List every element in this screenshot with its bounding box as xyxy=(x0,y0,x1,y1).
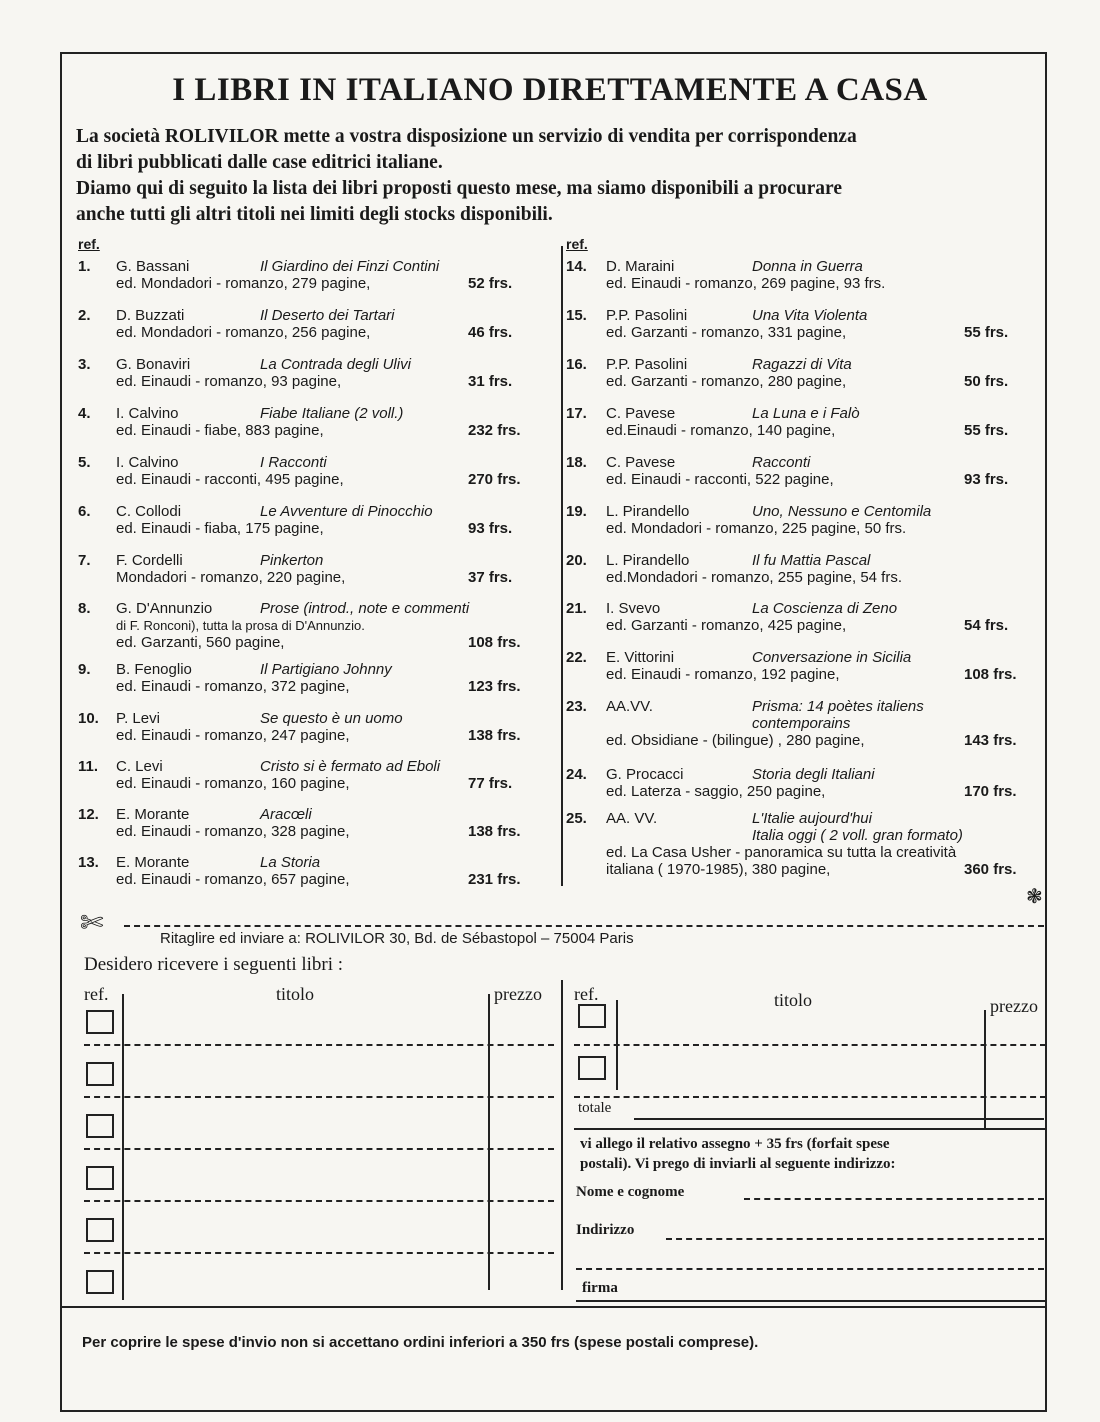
book-number: 8. xyxy=(78,600,91,617)
book-title: Il Partigiano Johnny xyxy=(260,661,392,678)
book-edition: ed. Garzanti - romanzo, 425 pagine, xyxy=(606,617,847,634)
book-price: 123 frs. xyxy=(468,678,521,695)
book-title: Il Giardino dei Finzi Contini xyxy=(260,258,440,275)
book-title: Donna in Guerra xyxy=(752,258,863,275)
book-edition: ed.Mondadori - romanzo, 255 pagine, 54 frs. xyxy=(606,569,903,586)
book-price: 77 frs. xyxy=(468,775,513,792)
book-price: 138 frs. xyxy=(468,823,521,840)
book-price: 108 frs. xyxy=(468,634,521,651)
book-edition: ed. Garzanti, 560 pagine, xyxy=(116,634,285,651)
book-edition: ed. Einaudi - romanzo, 372 pagine, xyxy=(116,678,350,695)
column-divider xyxy=(561,246,563,886)
intro-line-4: anche tutti gli altri titoli nei limiti degli stocks disponibili. xyxy=(76,204,553,225)
col-header-ref-right: ref. xyxy=(574,984,599,1004)
book-author: L. Pirandello xyxy=(606,503,690,520)
book-edition: ed. Laterza - saggio, 250 pagine, xyxy=(606,783,826,800)
firma-field[interactable] xyxy=(576,1300,1046,1302)
book-number: 16. xyxy=(566,356,587,373)
book-number: 23. xyxy=(566,698,587,715)
book-author: B. Fenoglio xyxy=(116,661,192,678)
firma-label: firma xyxy=(582,1280,618,1296)
indirizzo-field-2[interactable] xyxy=(576,1268,1044,1270)
book-title: Prose (introd., note e commenti xyxy=(260,600,470,617)
book-number: 5. xyxy=(78,454,91,471)
book-number: 22. xyxy=(566,649,587,666)
book-author: E. Morante xyxy=(116,854,190,871)
indirizzo-field-1[interactable] xyxy=(666,1238,1044,1240)
order-checkbox-4[interactable] xyxy=(86,1166,114,1190)
book-title: Pinkerton xyxy=(260,552,324,569)
book-title: Se questo è un uomo xyxy=(260,710,403,727)
book-edition: ed. Einaudi - racconti, 495 pagine, xyxy=(116,471,344,488)
book-number: 13. xyxy=(78,854,99,871)
book-number: 3. xyxy=(78,356,91,373)
book-price: 46 frs. xyxy=(468,324,513,341)
book-author: C. Collodi xyxy=(116,503,182,520)
book-price: 138 frs. xyxy=(468,727,521,744)
cut-line xyxy=(124,925,1044,927)
book-price: 170 frs. xyxy=(964,783,1017,800)
book-price: 55 frs. xyxy=(964,324,1009,341)
intro-line-2: di libri pubblicati dalle case editrici italiane. xyxy=(76,152,443,173)
book-edition: ed. Einaudi - romanzo, 657 pagine, xyxy=(116,871,350,888)
book-price: 231 frs. xyxy=(468,871,521,888)
ref-divider-left xyxy=(122,994,124,1300)
book-title: Le Avventure di Pinocchio xyxy=(260,503,433,520)
col-header-titolo-right: titolo xyxy=(774,990,813,1010)
book-author: AA.VV. xyxy=(606,698,653,715)
nome-label: Nome e cognome xyxy=(576,1184,685,1200)
intro-line-1: La società ROLIVILOR mette a vostra disposizione un servizio di vendita per corrispondenza xyxy=(76,126,857,147)
nome-field[interactable] xyxy=(744,1198,1044,1200)
book-price: 55 frs. xyxy=(964,422,1009,439)
book-number: 20. xyxy=(566,552,587,569)
prezzo-divider-left xyxy=(488,994,490,1290)
book-author: G. Bassani xyxy=(116,258,190,275)
book-author: P. Levi xyxy=(116,710,160,727)
page-title: I LIBRI IN ITALIANO DIRETTAMENTE A CASA xyxy=(172,72,928,108)
mailing-address: Ritaglire ed inviare a: ROLIVILOR 30, Bd. de Sébastopol – 75004 Paris xyxy=(160,930,634,947)
book-author: G. D'Annunzio xyxy=(116,600,213,617)
order-checkbox-1[interactable] xyxy=(86,1010,114,1034)
book-extra: contemporains xyxy=(752,715,851,732)
book-author: P.P. Pasolini xyxy=(606,307,688,324)
allego-line-1: vi allego il relativo assegno + 35 frs (forfait spese xyxy=(580,1136,890,1152)
book-price: 37 frs. xyxy=(468,569,513,586)
form-bottom-line xyxy=(62,1306,1046,1308)
book-price: 54 frs. xyxy=(964,617,1009,634)
order-heading: Desidero ricevere i seguenti libri : xyxy=(84,954,344,975)
col-header-ref-left: ref. xyxy=(84,984,109,1004)
book-author: G. Bonaviri xyxy=(116,356,191,373)
book-title: La Luna e i Falò xyxy=(752,405,860,422)
book-price: 50 frs. xyxy=(964,373,1009,390)
book-number: 15. xyxy=(566,307,587,324)
book-price: 108 frs. xyxy=(964,666,1017,683)
book-edition: ed. Mondadori - romanzo, 256 pagine, xyxy=(116,324,371,341)
book-author: C. Pavese xyxy=(606,454,676,471)
book-title: Fiabe Italiane (2 voll.) xyxy=(260,405,404,422)
col-header-titolo-left: titolo xyxy=(276,984,315,1004)
book-title: Aracœli xyxy=(260,806,312,823)
book-number: 14. xyxy=(566,258,587,275)
scissors-icon: ✄ xyxy=(80,907,104,938)
book-author: C. Levi xyxy=(116,758,163,775)
col-header-prezzo-right: prezzo xyxy=(990,996,1038,1016)
order-line-2[interactable] xyxy=(84,1096,554,1098)
book-edition: ed. Obsidiane - (bilingue) , 280 pagine, xyxy=(606,732,865,749)
book-author: E. Vittorini xyxy=(606,649,675,666)
book-edition: ed. Einaudi - romanzo, 328 pagine, xyxy=(116,823,350,840)
book-title: L'Italie aujourd'hui xyxy=(752,810,872,827)
order-checkbox-7[interactable] xyxy=(578,1004,606,1028)
book-edition: ed. Einaudi - fiaba, 175 pagine, xyxy=(116,520,324,537)
book-extra: di F. Ronconi), tutta la prosa di D'Annunzio. xyxy=(116,618,365,633)
book-number: 2. xyxy=(78,307,91,324)
book-number: 9. xyxy=(78,661,91,678)
book-edition: ed. La Casa Usher - panoramica su tutta la creatività xyxy=(606,844,957,861)
book-title: Racconti xyxy=(752,454,811,471)
order-line-3[interactable] xyxy=(84,1148,554,1150)
allego-line-2: postali). Vi prego di inviarli al seguente indirizzo: xyxy=(580,1156,896,1172)
book-title: Storia degli Italiani xyxy=(752,766,875,783)
book-author: E. Morante xyxy=(116,806,190,823)
order-checkbox-3[interactable] xyxy=(86,1114,114,1138)
book-author: G. Procacci xyxy=(606,766,684,783)
book-edition-2: italiana ( 1970-1985), 380 pagine, xyxy=(606,861,831,878)
book-number: 10. xyxy=(78,710,99,727)
book-number: 7. xyxy=(78,552,91,569)
book-number: 11. xyxy=(78,758,99,775)
order-checkbox-2[interactable] xyxy=(86,1062,114,1086)
book-author: I. Calvino xyxy=(116,454,179,471)
book-edition: ed. Einaudi - romanzo, 160 pagine, xyxy=(116,775,350,792)
book-edition: ed. Garzanti - romanzo, 280 pagine, xyxy=(606,373,847,390)
book-number: 19. xyxy=(566,503,587,520)
book-extra: Italia oggi ( 2 voll. gran formato) xyxy=(752,827,963,844)
order-line-8[interactable] xyxy=(574,1096,1046,1098)
col-header-prezzo-left: prezzo xyxy=(494,984,542,1004)
book-author: AA. VV. xyxy=(606,810,658,827)
ref-header-left: ref. xyxy=(78,236,100,252)
book-list-right xyxy=(566,236,1036,878)
totale-underline xyxy=(574,1128,1046,1130)
book-edition: Mondadori - romanzo, 220 pagine, xyxy=(116,569,346,586)
ref-header-right: ref. xyxy=(566,236,588,252)
book-title: Una Vita Violenta xyxy=(752,307,868,324)
book-title: Cristo si è fermato ad Eboli xyxy=(260,758,441,775)
book-author: C. Pavese xyxy=(606,405,676,422)
order-line-1[interactable] xyxy=(84,1044,554,1046)
book-author: D. Buzzati xyxy=(116,307,185,324)
book-edition: ed. Einaudi - racconti, 522 pagine, xyxy=(606,471,834,488)
book-title: Ragazzi di Vita xyxy=(752,356,852,373)
book-price: 270 frs. xyxy=(468,471,521,488)
order-checkbox-5[interactable] xyxy=(86,1218,114,1242)
book-number: 24. xyxy=(566,766,587,783)
form-divider xyxy=(561,980,563,1290)
book-number: 25. xyxy=(566,810,587,827)
book-list-left xyxy=(78,236,538,888)
book-number: 18. xyxy=(566,454,587,471)
book-edition: ed. Mondadori - romanzo, 279 pagine, xyxy=(116,275,371,292)
book-edition: ed.Einaudi - romanzo, 140 pagine, xyxy=(606,422,836,439)
totale-field[interactable] xyxy=(634,1118,1044,1120)
book-price: 143 frs. xyxy=(964,732,1017,749)
book-price: 93 frs. xyxy=(468,520,513,537)
book-title: Prisma: 14 poètes italiens xyxy=(752,698,924,715)
book-price: 360 frs. xyxy=(964,861,1017,878)
book-title: La Coscienza di Zeno xyxy=(752,600,898,617)
book-price: 93 frs. xyxy=(964,471,1009,488)
totale-label: totale xyxy=(578,1100,612,1116)
book-author: I. Calvino xyxy=(116,405,179,422)
order-checkbox-6[interactable] xyxy=(86,1270,114,1294)
book-number: 17. xyxy=(566,405,587,422)
book-title: Il fu Mattia Pascal xyxy=(752,552,871,569)
book-title: La Contrada degli Ulivi xyxy=(260,356,411,373)
book-price: 31 frs. xyxy=(468,373,513,390)
book-edition: ed. Garzanti - romanzo, 331 pagine, xyxy=(606,324,847,341)
book-edition: ed. Einaudi - romanzo, 269 pagine, 93 frs. xyxy=(606,275,886,292)
order-checkbox-8[interactable] xyxy=(578,1056,606,1080)
order-line-4[interactable] xyxy=(84,1200,554,1202)
book-author: D. Maraini xyxy=(606,258,675,275)
intro-text xyxy=(76,124,1038,228)
book-number: 6. xyxy=(78,503,91,520)
book-edition: ed. Mondadori - romanzo, 225 pagine, 50 frs. xyxy=(606,520,907,537)
order-line-7[interactable] xyxy=(574,1044,1046,1046)
book-author: I. Svevo xyxy=(606,600,661,617)
book-edition: ed. Einaudi - romanzo, 192 pagine, xyxy=(606,666,840,683)
book-edition: ed. Einaudi - fiabe, 883 pagine, xyxy=(116,422,324,439)
prezzo-divider-right xyxy=(984,1010,986,1130)
book-author: F. Cordelli xyxy=(116,552,183,569)
book-number: 4. xyxy=(78,405,91,422)
book-number: 21. xyxy=(566,600,587,617)
book-price: 52 frs. xyxy=(468,275,513,292)
book-edition: ed. Einaudi - romanzo, 93 pagine, xyxy=(116,373,342,390)
book-title: Conversazione in Sicilia xyxy=(752,649,912,666)
book-number: 12. xyxy=(78,806,99,823)
book-title: Uno, Nessuno e Centomila xyxy=(752,503,932,520)
order-line-5[interactable] xyxy=(84,1252,554,1254)
book-title: Il Deserto dei Tartari xyxy=(260,307,395,324)
star-icon: ❃ xyxy=(1026,886,1043,908)
book-title: La Storia xyxy=(260,854,321,871)
book-author: P.P. Pasolini xyxy=(606,356,688,373)
book-number: 1. xyxy=(78,258,91,275)
intro-line-3: Diamo qui di seguito la lista dei libri proposti questo mese, ma siamo disponibili a procurare xyxy=(76,178,842,199)
book-edition: ed. Einaudi - romanzo, 247 pagine, xyxy=(116,727,350,744)
footer-note: Per coprire le spese d'invio non si accettano ordini inferiori a 350 frs (spese postali comprese). xyxy=(82,1334,759,1351)
book-author: L. Pirandello xyxy=(606,552,690,569)
book-price: 232 frs. xyxy=(468,422,521,439)
book-title: I Racconti xyxy=(260,454,327,471)
indirizzo-label: Indirizzo xyxy=(576,1222,635,1238)
